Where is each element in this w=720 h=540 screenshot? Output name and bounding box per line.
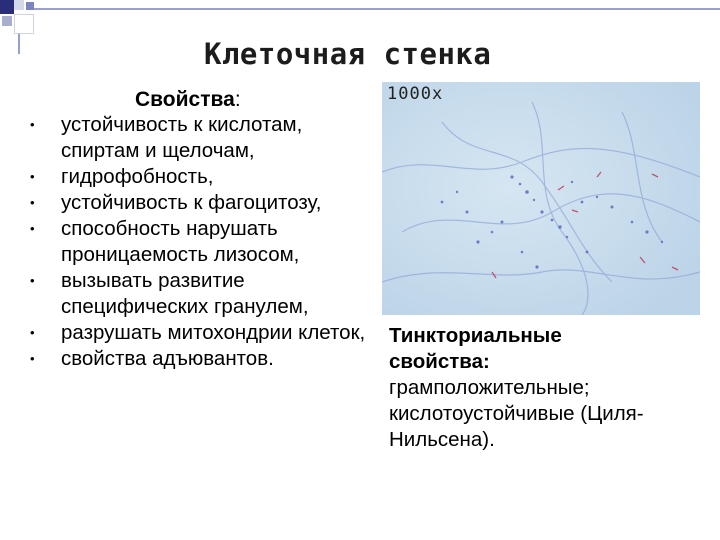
micrograph-texture [382, 82, 700, 315]
magnification-label: 1000x [387, 84, 444, 104]
list-item [30, 112, 370, 164]
bullet-icon: • [30, 273, 35, 288]
decor-left-line [18, 34, 20, 54]
list-item-text: разрушать митохондрии клеток, [61, 321, 366, 344]
tinctorial-line1: грамположительные; [389, 376, 590, 399]
list-item [30, 268, 370, 320]
decor-square [2, 16, 12, 26]
tinctorial-heading-line2: свойства: [389, 350, 490, 373]
properties-heading-text: Свойства [135, 88, 235, 111]
bullet-icon: • [30, 169, 35, 184]
properties-heading [135, 88, 241, 112]
decor-square [0, 0, 14, 14]
decor-square [14, 14, 34, 34]
bullet-icon: • [30, 117, 35, 132]
list-item [30, 320, 370, 346]
tinctorial-heading-line1: Тинкториальные [389, 324, 562, 347]
decor-square [26, 2, 34, 10]
list-item-text: способность нарушать проницаемость лизосом, [61, 217, 300, 266]
decor-top-line [34, 8, 720, 10]
tinctorial-line3: Нильсена). [389, 428, 495, 451]
decor-square [14, 0, 24, 10]
micrograph-image [382, 82, 700, 315]
list-item-text: устойчивость к кислотам, спиртам и щелочам, [61, 113, 303, 162]
bullet-icon: • [30, 221, 35, 236]
bullet-icon: • [30, 351, 35, 366]
list-item-text: вызывать развитие специфических гранулем, [61, 269, 309, 318]
list-item [30, 190, 370, 216]
bullet-icon: • [30, 195, 35, 210]
tinctorial-properties [389, 323, 709, 453]
list-item-text: гидрофобность, [61, 165, 214, 188]
list-item [30, 346, 370, 372]
list-item [30, 164, 370, 190]
slide-title: Клеточная стенка [204, 37, 492, 71]
properties-list [30, 112, 370, 372]
list-item-text: устойчивость к фагоцитозу, [61, 191, 322, 214]
list-item-text: свойства адъювантов. [61, 347, 274, 370]
list-item [30, 216, 370, 268]
properties-heading-colon: : [234, 88, 241, 111]
tinctorial-line2: кислотоустойчивые (Циля- [389, 402, 644, 425]
bullet-icon: • [30, 325, 35, 340]
